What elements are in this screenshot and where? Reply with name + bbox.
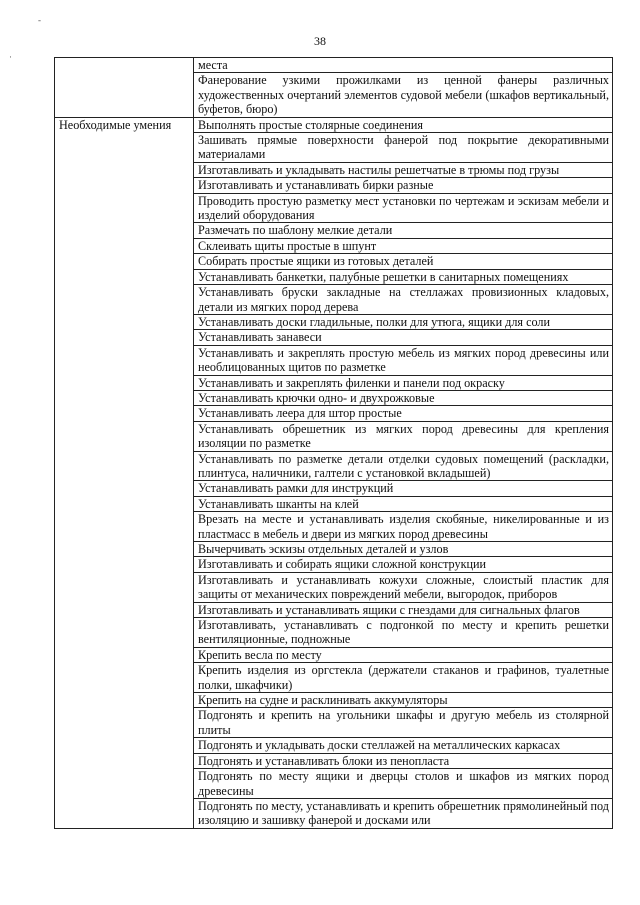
table-cell: Устанавливать по разметке детали отделки судовых помещений (раскладки, плинтуса, наличники, галтели с установкой вкладышей) xyxy=(194,451,613,481)
table-cell: Крепить изделия из оргстекла (держатели стаканов и графинов, туалетные полки, шкафчики) xyxy=(194,663,613,693)
table-cell: Склеивать щиты простые в шпунт xyxy=(194,238,613,253)
table-cell: Изготавливать и устанавливать бирки разные xyxy=(194,178,613,193)
table-row xyxy=(55,58,613,73)
table-cell: Крепить весла по месту xyxy=(194,647,613,662)
table-cell: Устанавливать и закреплять простую мебель из мягких пород древесины или необлицованных щитов по разметке xyxy=(194,345,613,375)
table-cell: Выполнять простые столярные соединения xyxy=(194,117,613,132)
table-cell: Устанавливать леера для штор простые xyxy=(194,406,613,421)
table-row xyxy=(55,117,613,132)
table-cell: Устанавливать крючки одно- и двухрожковые xyxy=(194,390,613,405)
table-cell: Устанавливать обрешетник из мягких пород древесины для крепления изоляции по разметке xyxy=(194,421,613,451)
table-cell: Устанавливать и закреплять филенки и панели под окраску xyxy=(194,375,613,390)
table-cell: Подгонять по месту ящики и дверцы столов и шкафов из мягких пород древесины xyxy=(194,769,613,799)
table-cell: Изготавливать и собирать ящики сложной конструкции xyxy=(194,557,613,572)
table-cell: места xyxy=(194,58,613,73)
table-cell: Изготавливать, устанавливать с подгонкой по месту и крепить решетки вентиляционные, подножные xyxy=(194,618,613,648)
table-cell: Подгонять по месту, устанавливать и крепить обрешетник прямолинейный под изоляцию и зашивку фанерой и досками или xyxy=(194,798,613,828)
table-cell: Размечать по шаблону мелкие детали xyxy=(194,223,613,238)
table-cell: Собирать простые ящики из готовых деталей xyxy=(194,254,613,269)
table-cell: Устанавливать шканты на клей xyxy=(194,496,613,511)
scan-mark: · xyxy=(9,52,12,62)
table-cell: Устанавливать бруски закладные на стеллажах провизионных кладовых, детали из мягких пород дерева xyxy=(194,285,613,315)
table-cell: Фанерование узкими прожилками из ценной фанеры различных художественных очертаний элементов судовой мебели (шкафов вертикальный, буфетов, бюро) xyxy=(194,73,613,117)
table-cell: Подгонять и крепить на угольники шкафы и другую мебель из столярной плиты xyxy=(194,708,613,738)
table-cell: Устанавливать занавеси xyxy=(194,330,613,345)
skills-table xyxy=(54,57,613,829)
table-cell: Изготавливать и устанавливать ящики с гнездами для сигнальных флагов xyxy=(194,602,613,617)
continued-label-cell xyxy=(55,58,194,118)
table-cell: Устанавливать доски гладильные, полки для утюга, ящики для соли xyxy=(194,314,613,329)
table-cell: Вычерчивать эскизы отдельных деталей и узлов xyxy=(194,542,613,557)
table-cell: Изготавливать и устанавливать кожухи сложные, слоистый пластик для защиты от механических повреждений мебели, выгородок, приборов xyxy=(194,572,613,602)
table-cell: Проводить простую разметку мест установки по чертежам и эскизам мебели и изделий оборудования xyxy=(194,193,613,223)
scan-mark: - xyxy=(38,15,41,25)
page-number: 38 xyxy=(314,34,326,48)
table-cell: Подгонять и устанавливать блоки из пенопласта xyxy=(194,753,613,768)
table-cell: Устанавливать банкетки, палубные решетки в санитарных помещениях xyxy=(194,269,613,284)
table-cell: Крепить на судне и расклинивать аккумуляторы xyxy=(194,693,613,708)
table-cell: Подгонять и укладывать доски стеллажей на металлических каркасах xyxy=(194,738,613,753)
table-cell: Зашивать прямые поверхности фанерой под покрытие декоративными материалами xyxy=(194,133,613,163)
table-cell: Врезать на месте и устанавливать изделия скобяные, никелированные и из пластмасс в мебель и двери из мягких пород древесины xyxy=(194,512,613,542)
table-cell: Изготавливать и укладывать настилы решетчатые в трюмы под грузы xyxy=(194,162,613,177)
table-cell: Устанавливать рамки для инструкций xyxy=(194,481,613,496)
section-label: Необходимые умения xyxy=(55,117,194,828)
